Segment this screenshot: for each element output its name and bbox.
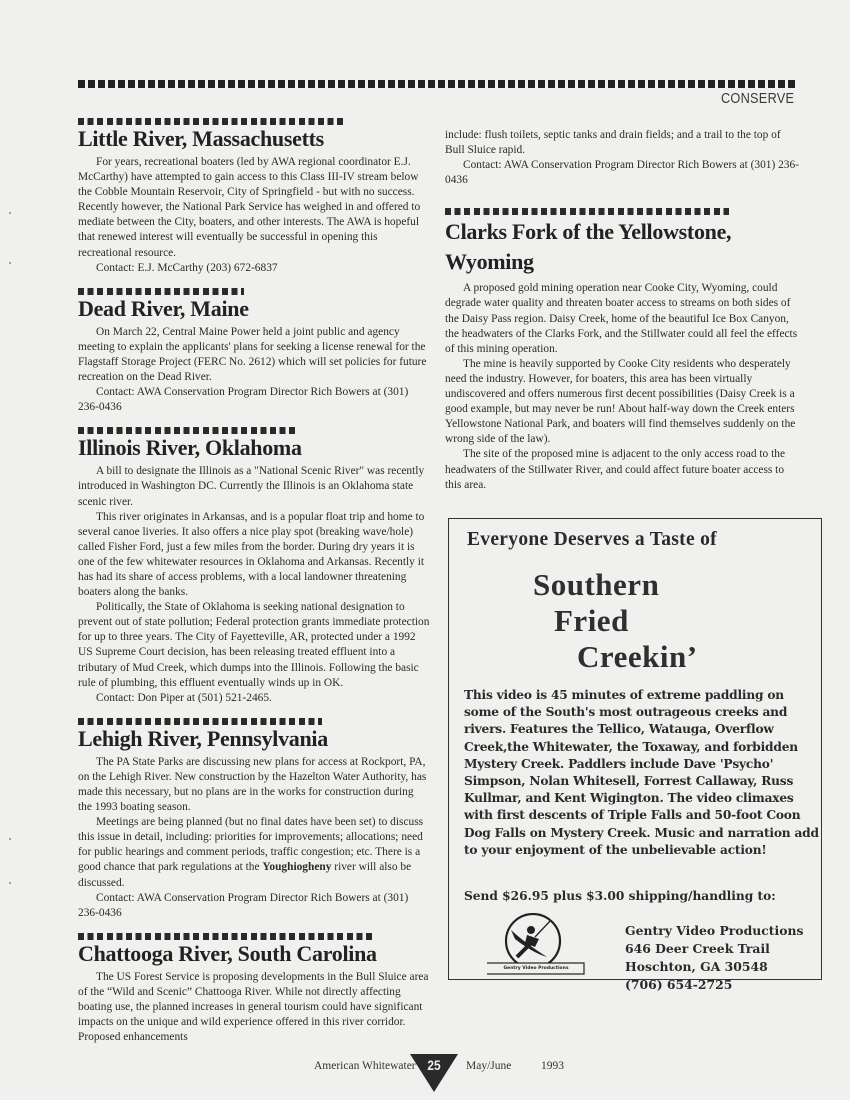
article-paragraph: The site of the proposed mine is adjacent to the only access road to the headwaters of the Stillwater River, and could affect future boater access to this area. bbox=[445, 448, 786, 491]
continued-paragraph: include: flush toilets, septic tanks and drain fields; and a trail to the top of Bull Sluice rapid. bbox=[445, 129, 781, 157]
article-chattooga-river bbox=[78, 933, 430, 1045]
article-contact: Contact: E.J. McCarthy (203) 672-6837 bbox=[96, 261, 278, 274]
heading-dots bbox=[445, 208, 729, 215]
article-lehigh-river bbox=[78, 718, 430, 921]
scan-speck bbox=[9, 262, 11, 264]
article-title: Illinois River, Oklahoma bbox=[78, 435, 302, 461]
paragraph-text: river will also be discussed. bbox=[78, 861, 412, 889]
heading-dots bbox=[78, 288, 244, 295]
left-column bbox=[78, 118, 430, 1059]
article-paragraph: This river originates in Arkansas, and is a popular float trip and home to several canoe liveries. It also offers a nice play spot (breaking wave/hole) called Fisher Ford, just a few miles from the border. During dry years it is one of the few whitewater resources in Oklahoma and Arkansas. Recently it has had its share of access problems, with a local landowner threatening boaters along the banks. bbox=[78, 510, 425, 599]
logo-caption: Gentry Video Productions bbox=[503, 966, 569, 971]
article-title: Chattooga River, South Carolina bbox=[78, 940, 377, 966]
heading-dots bbox=[78, 118, 346, 125]
issue-year: 1993 bbox=[541, 1060, 564, 1072]
section-label: CONSERVE bbox=[720, 90, 794, 107]
address-street: 646 Deer Creek Trail bbox=[625, 941, 770, 956]
address-company: Gentry Video Productions bbox=[625, 923, 804, 938]
paragraph-text: Meetings are being planned (but no final dates have been set) to discuss this issue in detail, including: priorities for improvements; allocations; need for public hearings and comment periods, traffic congestion; etc. There is a good chance that park regulations at the bbox=[78, 816, 424, 874]
ad-tagline: Everyone Deserves a Taste of bbox=[467, 529, 717, 550]
article-paragraph: A proposed gold mining operation near Cooke City, Wyoming, could degrade water quality and threaten boater access to streams on both sides of the Daisy Pass region. Daisy Creek, home of the beautiful Ice Box Canyon, the headwaters of the Clarks Fork, and the Stillwater could all feel the effects of this mining operation. bbox=[445, 282, 798, 355]
article-title: Lehigh River, Pennsylvania bbox=[78, 725, 328, 751]
article-contact: Contact: AWA Conservation Program Director Rich Bowers at (301) 236-0436 bbox=[445, 159, 799, 187]
heading-dots bbox=[78, 427, 296, 434]
article-paragraph bbox=[78, 815, 430, 890]
ad-title-line: Southern bbox=[533, 567, 660, 602]
ad-title-line: Fried bbox=[554, 603, 629, 638]
article-title: Clarks Fork of the Yellowstone, Wyoming bbox=[445, 219, 732, 275]
article-title: Dead River, Maine bbox=[78, 295, 249, 321]
video-advertisement bbox=[448, 518, 822, 992]
header-rule bbox=[78, 80, 796, 88]
address-phone: (706) 654-2725 bbox=[625, 977, 733, 992]
gentry-video-logo bbox=[487, 913, 587, 973]
page-number: 25 bbox=[427, 1057, 441, 1073]
article-little-river bbox=[78, 118, 430, 276]
article-paragraph: The mine is heavily supported by Cooke City residents who desperately need the industry. However, for boaters, this area has been virtually undiscovered and offers numerous first decent possibilities (Daisy Creek is a good example, but may never be run! About half-way down the Creek enters Yellowstone National Park, and boaters will find themselves suddenly on the wrong side of the law). bbox=[445, 357, 796, 446]
issue-month: May/June bbox=[466, 1060, 512, 1072]
article-paragraph: Politically, the State of Oklahoma is seeking national designation to prevent out of state pollution; Federal protection grants immediate protection for up to three years. The City of Fayetteville, AR, protected under a 1992 US Supreme Court decision, has been releasing treated effluent into a tributary of Mud Creek, which dumps into the Illinois. Following the basic rule of plumbing, this effluent eventually winds up in OK. bbox=[78, 601, 430, 689]
scan-speck bbox=[9, 838, 11, 840]
ad-address bbox=[625, 922, 803, 994]
page-footer bbox=[0, 1052, 850, 1092]
ad-title-line: Creekin’ bbox=[577, 639, 698, 674]
scan-speck bbox=[9, 212, 11, 214]
address-city: Hoschton, GA 30548 bbox=[625, 959, 768, 974]
heading-dots bbox=[78, 718, 322, 725]
article-contact: Contact: AWA Conservation Program Director Rich Bowers at (301) 236-0436 bbox=[78, 386, 409, 414]
article-dead-river bbox=[78, 288, 430, 416]
article-paragraph: The US Forest Service is proposing developments in the Bull Sluice area of the “Wild and Scenic” Chattooga River. While not directly affecting boating use, the planned increases in general tourism could have significant impacts on the unique and wild experience offered in this river corridor. Proposed enhancements bbox=[78, 970, 429, 1044]
article-paragraph: The PA State Parks are discussing new plans for access at Rockport, PA, on the Lehigh River. New construction by the Hazelton Water Authority, has made this necessary, but no plans are in the works for construction during the 1993 boating season. bbox=[78, 755, 427, 814]
publication-name: American Whitewater bbox=[314, 1060, 416, 1072]
river-name-bold: Youghiogheny bbox=[262, 861, 332, 874]
article-contact: Contact: AWA Conservation Program Director Rich Bowers at (301) 236-0436 bbox=[78, 891, 409, 919]
ad-price: Send $26.95 plus $3.00 shipping/handling to: bbox=[464, 889, 776, 903]
article-title: Little River, Massachusetts bbox=[78, 126, 324, 151]
right-column bbox=[445, 128, 803, 507]
article-paragraph: On March 22, Central Maine Power held a joint public and agency meeting to explain the applicants' plans for seeking a license renewal for the Flagstaff Storage Project (FERC No. 2612) which will set policies for future recreation on the Dead River. bbox=[78, 325, 427, 384]
heading-dots bbox=[78, 933, 374, 940]
article-paragraph: For years, recreational boaters (led by AWA regional coordinator E.J. McCarthy) have attempted to gain access to this Class III-IV stream below the Cobble Mountain Reservoir, City of Springfield - but with no success. Recently however, the National Park Service has weighed in and offered to mediate between the City, boaters, and other interests. The AWA is hopeful that renewed interest will eventually be successful in opening this recreational resource. bbox=[78, 156, 421, 259]
scan-speck bbox=[9, 882, 11, 884]
article-contact: Contact: Don Piper at (501) 521-2465. bbox=[96, 691, 272, 704]
article-clarks-fork bbox=[445, 208, 803, 492]
article-illinois-river bbox=[78, 427, 430, 706]
ad-description: This video is 45 minutes of extreme paddling on some of the South's most outrageous creeks and rivers. Features the Tellico, Watauga, Overflow Creek,the Whitewater, the Toxaway, and forbidden Mystery Creek. Paddlers include Dave 'Psycho' Simpson, Nolan Whitesell, Forrest Callaway, Russ Kullmar, and Kent Wigington. The video climaxes with first descents of Triple Falls and 50-foot Coon Dog Falls on Mystery Creek. Music and narration add to your enjoyment of the unbelievable action! bbox=[464, 688, 819, 857]
article-paragraph: A bill to designate the Illinois as a "National Scenic River" was recently introduced in Washington DC. Currently the Illinois is an Oklahoma state scenic river. bbox=[78, 465, 425, 508]
